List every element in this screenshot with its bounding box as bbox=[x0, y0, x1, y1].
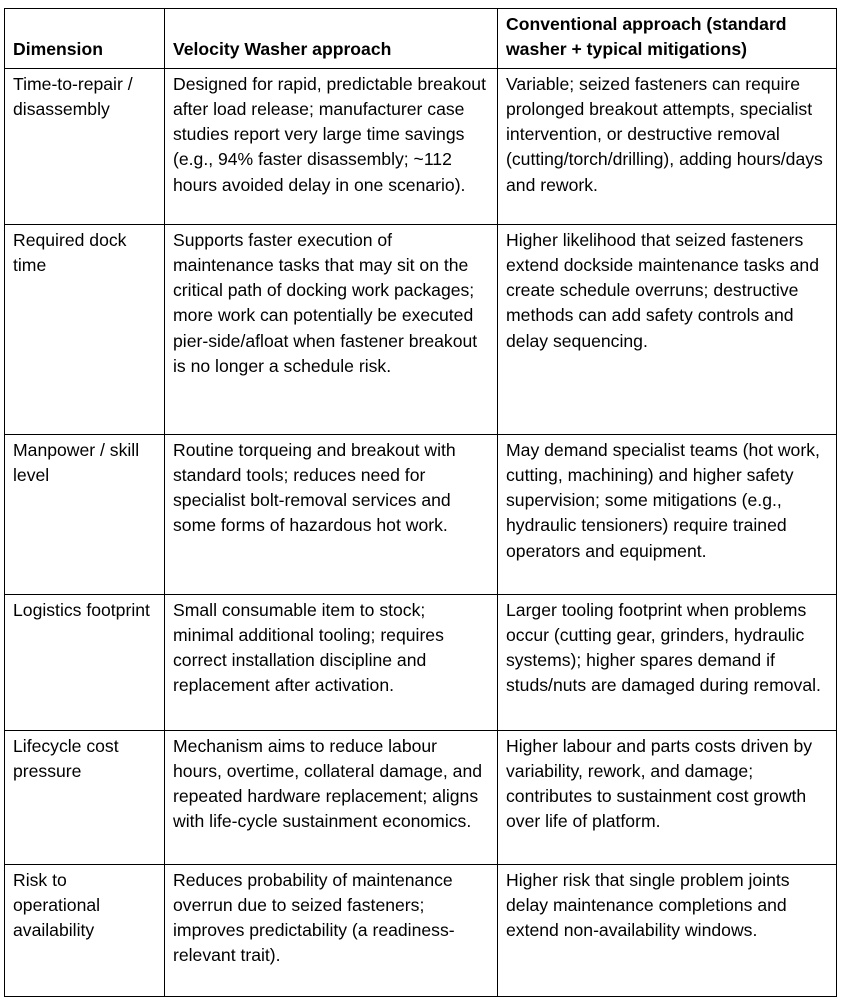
dimension-cell: Required dock time bbox=[5, 224, 165, 434]
table-row bbox=[5, 864, 837, 996]
velocity-cell: Designed for rapid, predictable breakout after load release; manufacturer case studies report very large time savings (e.g., 94% faster disassembly; ~112 hours avoided delay in one scenario). bbox=[165, 68, 498, 224]
velocity-cell: Mechanism aims to reduce labour hours, overtime, collateral damage, and repeated hardware replacement; aligns with life-cycle sustainment economics. bbox=[165, 730, 498, 864]
dimension-cell: Risk to operational availability bbox=[5, 864, 165, 996]
dimension-cell: Manpower / skill level bbox=[5, 434, 165, 594]
conventional-cell: Variable; seized fasteners can require prolonged breakout attempts, specialist intervention, or destructive removal (cutting/torch/drilling), adding hours/days and rework. bbox=[498, 68, 837, 224]
dimension-cell: Logistics footprint bbox=[5, 594, 165, 730]
velocity-cell: Reduces probability of maintenance overrun due to seized fasteners; improves predictability (a readiness-relevant trait). bbox=[165, 864, 498, 996]
table-row bbox=[5, 434, 837, 594]
conventional-cell: Higher risk that single problem joints delay maintenance completions and extend non-availability windows. bbox=[498, 864, 837, 996]
table-row bbox=[5, 730, 837, 864]
conventional-cell: Higher labour and parts costs driven by variability, rework, and damage; contributes to sustainment cost growth over life of platform. bbox=[498, 730, 837, 864]
conventional-cell: Higher likelihood that seized fasteners extend dockside maintenance tasks and create schedule overruns; destructive methods can add safety controls and delay sequencing. bbox=[498, 224, 837, 434]
table-row bbox=[5, 224, 837, 434]
comparison-table-container bbox=[4, 8, 837, 997]
dimension-cell: Lifecycle cost pressure bbox=[5, 730, 165, 864]
conventional-cell: May demand specialist teams (hot work, cutting, machining) and higher safety supervision; some mitigations (e.g., hydraulic tensioners) require trained operators and equipment. bbox=[498, 434, 837, 594]
header-velocity-washer: Velocity Washer approach bbox=[165, 9, 498, 69]
velocity-cell: Supports faster execution of maintenance tasks that may sit on the critical path of docking work packages; more work can potentially be executed pier-side/afloat when fastener breakout is no longer a schedule risk. bbox=[165, 224, 498, 434]
conventional-cell: Larger tooling footprint when problems occur (cutting gear, grinders, hydraulic systems); higher spares demand if studs/nuts are damaged during removal. bbox=[498, 594, 837, 730]
table-row bbox=[5, 68, 837, 224]
velocity-cell: Small consumable item to stock; minimal additional tooling; requires correct installation discipline and replacement after activation. bbox=[165, 594, 498, 730]
header-conventional: Conventional approach (standard washer + typical mitigations) bbox=[498, 9, 837, 69]
comparison-table bbox=[4, 8, 837, 997]
header-dimension: Dimension bbox=[5, 9, 165, 69]
header-row bbox=[5, 9, 837, 69]
dimension-cell: Time-to-repair / disassembly bbox=[5, 68, 165, 224]
table-row bbox=[5, 594, 837, 730]
velocity-cell: Routine torqueing and breakout with standard tools; reduces need for specialist bolt-removal services and some forms of hazardous hot work. bbox=[165, 434, 498, 594]
